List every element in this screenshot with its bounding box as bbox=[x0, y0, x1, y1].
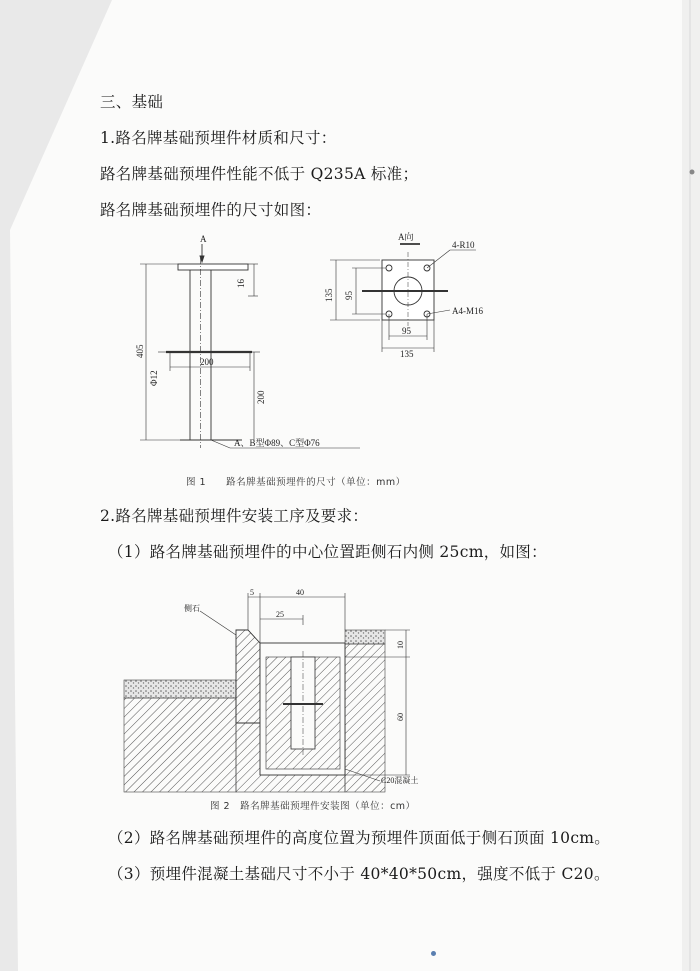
figure-2-caption: 图 2 路名牌基础预埋件安装图（单位：cm） bbox=[210, 801, 416, 812]
scan-dot bbox=[431, 951, 436, 956]
item2-step1-text: （1）路名牌基础预埋件的中心位置距侧石内侧 25cm，如图： bbox=[108, 543, 547, 561]
fig2-dim-5: 5 bbox=[250, 588, 254, 597]
fig2-curb-label: 侧石 bbox=[184, 604, 200, 613]
fig1-dim-95-horizontal: 95 bbox=[402, 326, 411, 336]
fig1-dim-135-vertical: 135 bbox=[324, 288, 334, 302]
item2-title: 2.路名牌基础预埋件安装工序及要求： bbox=[100, 507, 369, 525]
fig1-type-note: A、B型Φ89、C型Φ76 bbox=[234, 438, 320, 448]
figure-2-drawing bbox=[120, 585, 440, 795]
section-title: 三、基础 bbox=[100, 93, 164, 111]
fig1-dim-16: 16 bbox=[236, 279, 246, 288]
fig2-dim-60: 60 bbox=[396, 713, 405, 721]
fig1-dim-135-horizontal: 135 bbox=[400, 349, 414, 359]
item1-material-text: 路名牌基础预埋件性能不低于 Q235A 标准； bbox=[100, 165, 419, 183]
fig1-label-a: A bbox=[200, 234, 207, 244]
figure-1-caption: 图 1 路名牌基础预埋件的尺寸（单位：mm） bbox=[186, 477, 406, 488]
fig1-dim-95-vertical: 95 bbox=[344, 291, 354, 300]
fig2-concrete-label: C20混凝土 bbox=[381, 776, 419, 785]
fig1-dim-200-vertical: 200 bbox=[256, 390, 266, 404]
fig1-dim-phi12: Φ12 bbox=[149, 370, 159, 386]
fig2-dim-25: 25 bbox=[276, 610, 284, 619]
item2-step3-text: （3）预埋件混凝土基础尺寸不小于 40*40*50cm，强度不低于 C20。 bbox=[108, 865, 610, 883]
item1-title: 1.路名牌基础预埋件材质和尺寸： bbox=[100, 129, 337, 147]
fig2-dim-40: 40 bbox=[296, 588, 304, 597]
fig1-hole-note: 4-R10 bbox=[452, 240, 475, 250]
item1-size-text: 路名牌基础预埋件的尺寸如图： bbox=[100, 201, 322, 219]
fig2-dim-10: 10 bbox=[396, 641, 405, 649]
item2-step2-text: （2）路名牌基础预埋件的高度位置为预埋件顶面低于侧石顶面 10cm。 bbox=[108, 829, 611, 847]
figure-1-drawing bbox=[130, 228, 510, 468]
fig1-dim-200-horizontal: 200 bbox=[200, 357, 214, 367]
fig1-view-title: A向 bbox=[398, 232, 414, 242]
fig1-bolt-note: A4-M16 bbox=[452, 306, 483, 316]
fig1-dim-405: 405 bbox=[135, 344, 145, 358]
